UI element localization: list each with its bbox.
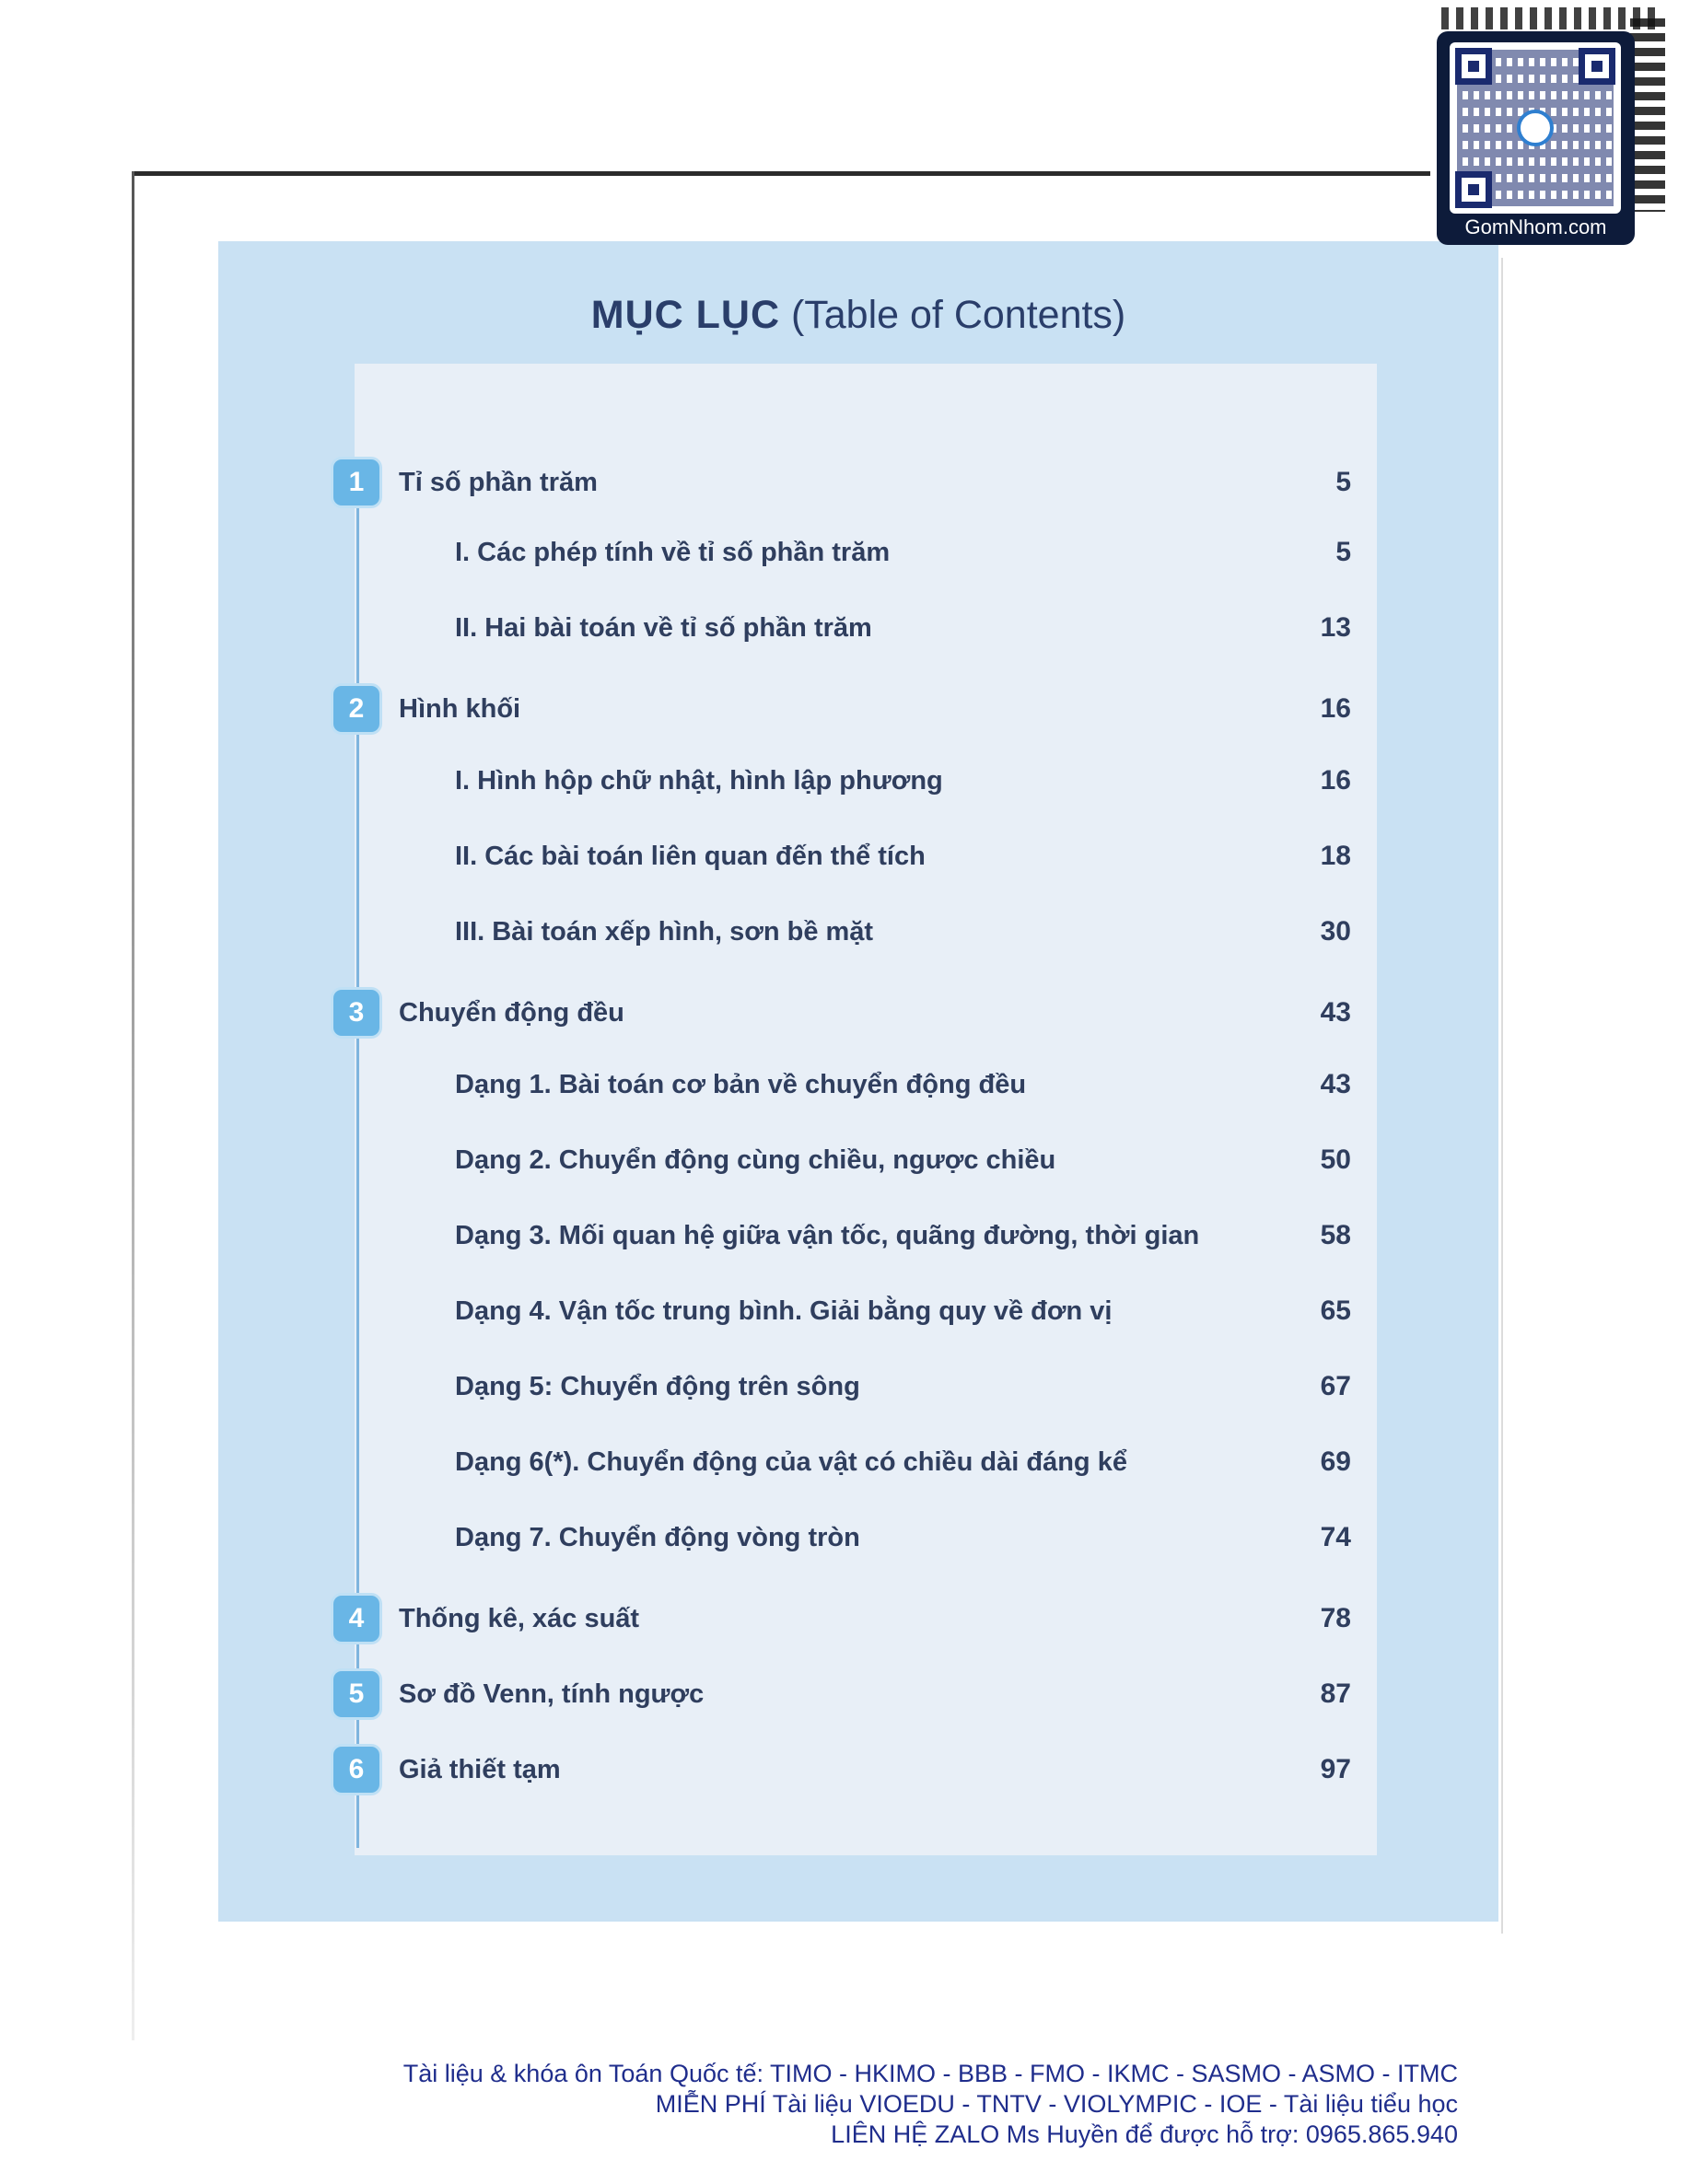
toc-section-row[interactable] [218,904,1498,959]
page-number: 50 [1320,1144,1351,1175]
toc-section-row[interactable] [218,1359,1498,1414]
section-title: I. Các phép tính về tỉ số phần trăm [455,537,891,567]
toc-section-row[interactable] [218,753,1498,808]
chapter-number-badge: 3 [333,990,379,1036]
scan-edge-left [132,171,134,2040]
page-number: 13 [1320,612,1351,643]
section-title: I. Hình hộp chữ nhật, hình lập phương [455,765,943,796]
toc-section-row[interactable] [218,1510,1498,1565]
page-number: 74 [1320,1522,1351,1552]
toc-section-row[interactable] [218,1284,1498,1339]
toc-section-row[interactable] [218,600,1498,656]
section-title: Dạng 3. Mối quan hệ giữa vận tốc, quãng đường, thời gian [455,1220,1200,1250]
toc-section-row[interactable] [218,1057,1498,1112]
toc-chapter-row[interactable] [218,455,1498,510]
chapter-number-badge: 6 [333,1747,379,1793]
scan-edge-right [1501,258,1503,1934]
qr-code-icon [1450,42,1621,214]
chapter-number-badge: 2 [333,686,379,732]
toc-chapter-row[interactable] [218,681,1498,737]
toc-section-row[interactable] [218,1133,1498,1188]
footer-promo [403,2059,1458,2150]
footer-line-1: Tài liệu & khóa ôn Toán Quốc tế: TIMO - HKIMO - BBB - FMO - IKMC - SASMO - ASMO - ITMC [402,2060,1458,2087]
page-number: 5 [1335,537,1351,567]
toc-chapter-row[interactable] [218,985,1498,1040]
page-number: 18 [1320,841,1351,871]
chapter-number-badge: 5 [333,1671,379,1717]
chapter-number-badge: 4 [333,1596,379,1642]
section-title: Dạng 5: Chuyển động trên sông [455,1371,860,1401]
page-number: 43 [1320,997,1351,1028]
chapter-number-badge: 1 [333,459,379,505]
qr-code-badge[interactable] [1437,31,1635,245]
toc-chapter-row[interactable] [218,1667,1498,1722]
page-number: 65 [1320,1295,1351,1326]
footer-line-3: LIÊN HỆ ZALO Ms Huyền để được hỗ trợ: 0965.865.940 [831,2120,1458,2148]
page-number: 43 [1320,1069,1351,1099]
qr-finder-bottom-left [1455,171,1492,208]
section-title: Dạng 6(*). Chuyển động của vật có chiều dài đáng kể [455,1446,1127,1477]
qr-code-fragment-side [1630,18,1665,212]
toc-section-row[interactable] [218,1208,1498,1263]
qr-logo-icon [1517,110,1554,146]
toc-section-row[interactable] [218,1435,1498,1490]
section-title: III. Bài toán xếp hình, sơn bề mặt [455,916,874,947]
page-number: 5 [1335,467,1351,497]
section-title: Dạng 7. Chuyển động vòng tròn [455,1522,860,1552]
page-number: 16 [1320,693,1351,724]
chapter-title: Chuyển động đều [399,997,624,1028]
chapter-title: Thống kê, xác suất [399,1603,640,1633]
toc-chapter-row[interactable] [218,1591,1498,1646]
toc-section-row[interactable] [218,525,1498,580]
toc-section-row[interactable] [218,829,1498,884]
section-title: Dạng 4. Vận tốc trung bình. Giải bằng quy về đơn vị [455,1295,1113,1326]
qr-caption: GomNhom.com [1464,215,1607,238]
page-title-main: MỤC LỤC [590,293,780,337]
footer-line-2: MIỄN PHÍ Tài liệu VIOEDU - TNTV - VIOLYMPIC - IOE - Tài liệu tiểu học [655,2090,1458,2118]
page-number: 16 [1320,765,1351,796]
chapter-title: Sơ đồ Venn, tính ngược [399,1679,705,1709]
page-number: 30 [1320,916,1351,947]
section-title: II. Hai bài toán về tỉ số phần trăm [455,612,872,643]
page-number: 67 [1320,1371,1351,1401]
qr-finder-top-right [1579,48,1615,85]
page-title-sub: (Table of Contents) [790,293,1126,337]
section-title: Dạng 1. Bài toán cơ bản về chuyển động đều [455,1069,1027,1099]
toc-page [218,241,1498,1922]
page-number: 58 [1320,1220,1351,1250]
toc-chapter-row[interactable] [218,1742,1498,1797]
chapter-title: Hình khối [399,693,521,724]
page-number: 87 [1320,1679,1351,1709]
section-title: Dạng 2. Chuyển động cùng chiều, ngược chiều [455,1144,1056,1175]
page-number: 97 [1320,1754,1351,1784]
chapter-title: Giả thiết tạm [399,1754,561,1784]
page-title [218,293,1498,338]
page-number: 78 [1320,1603,1351,1633]
scan-edge-top [132,171,1430,176]
chapter-title: Tỉ số phần trăm [399,467,598,497]
qr-finder-top-left [1455,48,1492,85]
section-title: II. Các bài toán liên quan đến thể tích [455,841,926,871]
qr-code-fragment-top [1441,7,1662,29]
page-number: 69 [1320,1446,1351,1477]
